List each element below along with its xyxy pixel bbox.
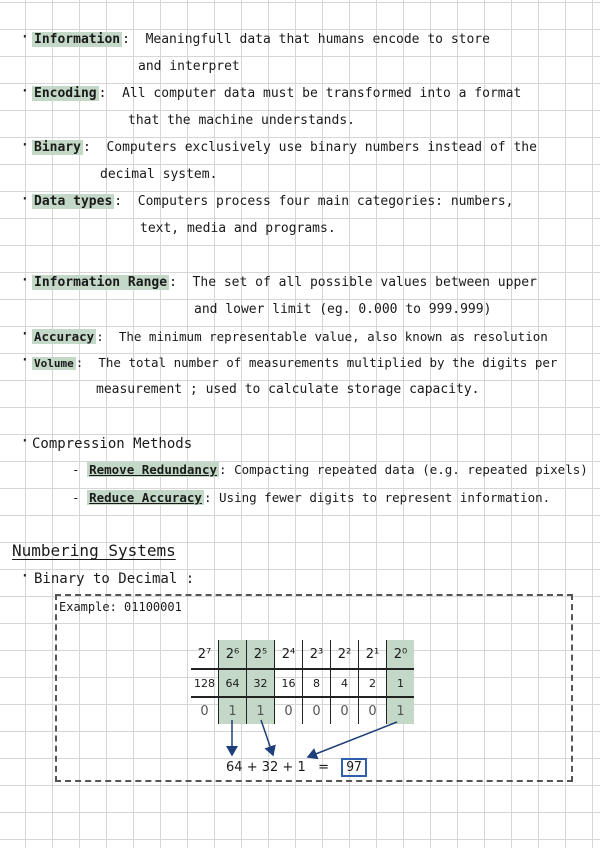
bullet: · xyxy=(20,135,30,154)
power-cell: 2⁰ xyxy=(387,640,415,669)
definition-accuracy: Accuracy : The minimum representable value, also known as resolution xyxy=(34,329,548,344)
sum-expression: 64 + 32 + 1 = 97 xyxy=(226,758,367,777)
bullet: · xyxy=(20,270,30,289)
power-cell: 2⁵ xyxy=(247,640,275,669)
definition-volume: Volume : The total number of measurements multiplied by the digits per xyxy=(34,355,558,370)
term-highlight: Encoding xyxy=(34,86,97,101)
definition-binary: Binary : Computers exclusively use binary numbers instead of the xyxy=(34,140,537,155)
definition-continuation: and lower limit (eg. 0.000 to 999.999) xyxy=(194,302,492,317)
bit-cell: 1 xyxy=(219,697,247,724)
definition-text: Computers process four main categories: numbers, xyxy=(137,194,514,209)
term-highlight: Remove Redundancy xyxy=(89,462,217,477)
definition-continuation: decimal system. xyxy=(100,167,218,182)
bit-cell: 0 xyxy=(331,697,359,724)
term-highlight: Information xyxy=(34,32,121,47)
item-text: Compacting repeated data (e.g. repeated pixels) xyxy=(234,462,588,477)
definition-encoding: Encoding : All computer data must be transformed into a format xyxy=(34,86,522,101)
value-cell: 16 xyxy=(275,669,303,697)
bullet: · xyxy=(20,350,30,369)
section-heading: Numbering Systems xyxy=(12,541,176,560)
definition-continuation: that the machine understands. xyxy=(128,113,355,128)
item-text: Using fewer digits to represent information. xyxy=(219,490,551,505)
definition-information: Information : Meaningfull data that humans encode to store xyxy=(34,32,490,47)
power-cell: 2⁴ xyxy=(275,640,303,669)
bit-cell: 0 xyxy=(359,697,387,724)
compression-item: - Reduce Accuracy : Using fewer digits to represent information. xyxy=(72,490,551,505)
term-highlight: Accuracy xyxy=(34,329,95,344)
bullet: · xyxy=(20,189,30,208)
power-cell: 2⁷ xyxy=(197,646,212,662)
definition-continuation: measurement ; used to calculate storage capacity. xyxy=(96,382,480,397)
power-cell: 2⁶ xyxy=(219,640,247,669)
bit-cell: 0 xyxy=(303,697,331,724)
subheading: Binary to Decimal : xyxy=(34,571,195,587)
bullet: · xyxy=(20,27,30,46)
compression-heading: Compression Methods xyxy=(32,436,193,452)
value-cell: 4 xyxy=(331,669,359,697)
definition-continuation: and interpret xyxy=(138,59,240,74)
term-highlight: Reduce Accuracy xyxy=(89,490,202,505)
definition-data-types: Data types : Computers process four main categories: numbers, xyxy=(34,194,514,209)
definition-text: Meaningfull data that humans encode to store xyxy=(145,32,490,47)
value-cell: 32 xyxy=(247,669,275,697)
value-cell: 1 xyxy=(387,669,415,697)
term-highlight: Data types xyxy=(34,194,113,209)
definition-text: The total number of measurements multiplied by the digits per xyxy=(98,355,558,370)
arrow-32 xyxy=(261,720,273,755)
result-box: 97 xyxy=(341,758,367,777)
bit-cell: 1 xyxy=(387,697,415,724)
power-cell: 2² xyxy=(331,640,359,669)
value-cell: 128 xyxy=(191,669,219,697)
power-cell: 2¹ xyxy=(359,640,387,669)
bullet: · xyxy=(20,431,30,450)
bit-cell: 1 xyxy=(247,697,275,724)
bit-cell: 0 xyxy=(275,697,303,724)
example-label: Example: 01100001 xyxy=(59,600,182,614)
value-cell: 8 xyxy=(303,669,331,697)
definition-text: All computer data must be transformed into a format xyxy=(122,86,522,101)
compression-item: - Remove Redundancy : Compacting repeated data (e.g. repeated pixels) xyxy=(72,462,588,477)
definition-information-range: Information Range : The set of all possible values between upper xyxy=(34,275,537,290)
value-cell: 64 xyxy=(219,669,247,697)
bullet: · xyxy=(20,566,30,585)
term-highlight: Information Range xyxy=(34,275,168,290)
definition-text: Computers exclusively use binary numbers instead of the xyxy=(106,140,537,155)
definition-text: The minimum representable value, also known as resolution xyxy=(118,329,548,344)
term-highlight: Binary xyxy=(34,140,81,155)
bullet: · xyxy=(20,324,30,343)
power-cell: 2³ xyxy=(303,640,331,669)
definition-continuation: text, media and programs. xyxy=(140,221,336,236)
bit-cell: 0 xyxy=(200,703,209,719)
arrow-1 xyxy=(308,722,397,757)
value-cell: 2 xyxy=(359,669,387,697)
definition-text: The set of all possible values between upper xyxy=(192,275,537,290)
term-highlight: Volume xyxy=(34,357,74,370)
bullet: · xyxy=(20,81,30,100)
